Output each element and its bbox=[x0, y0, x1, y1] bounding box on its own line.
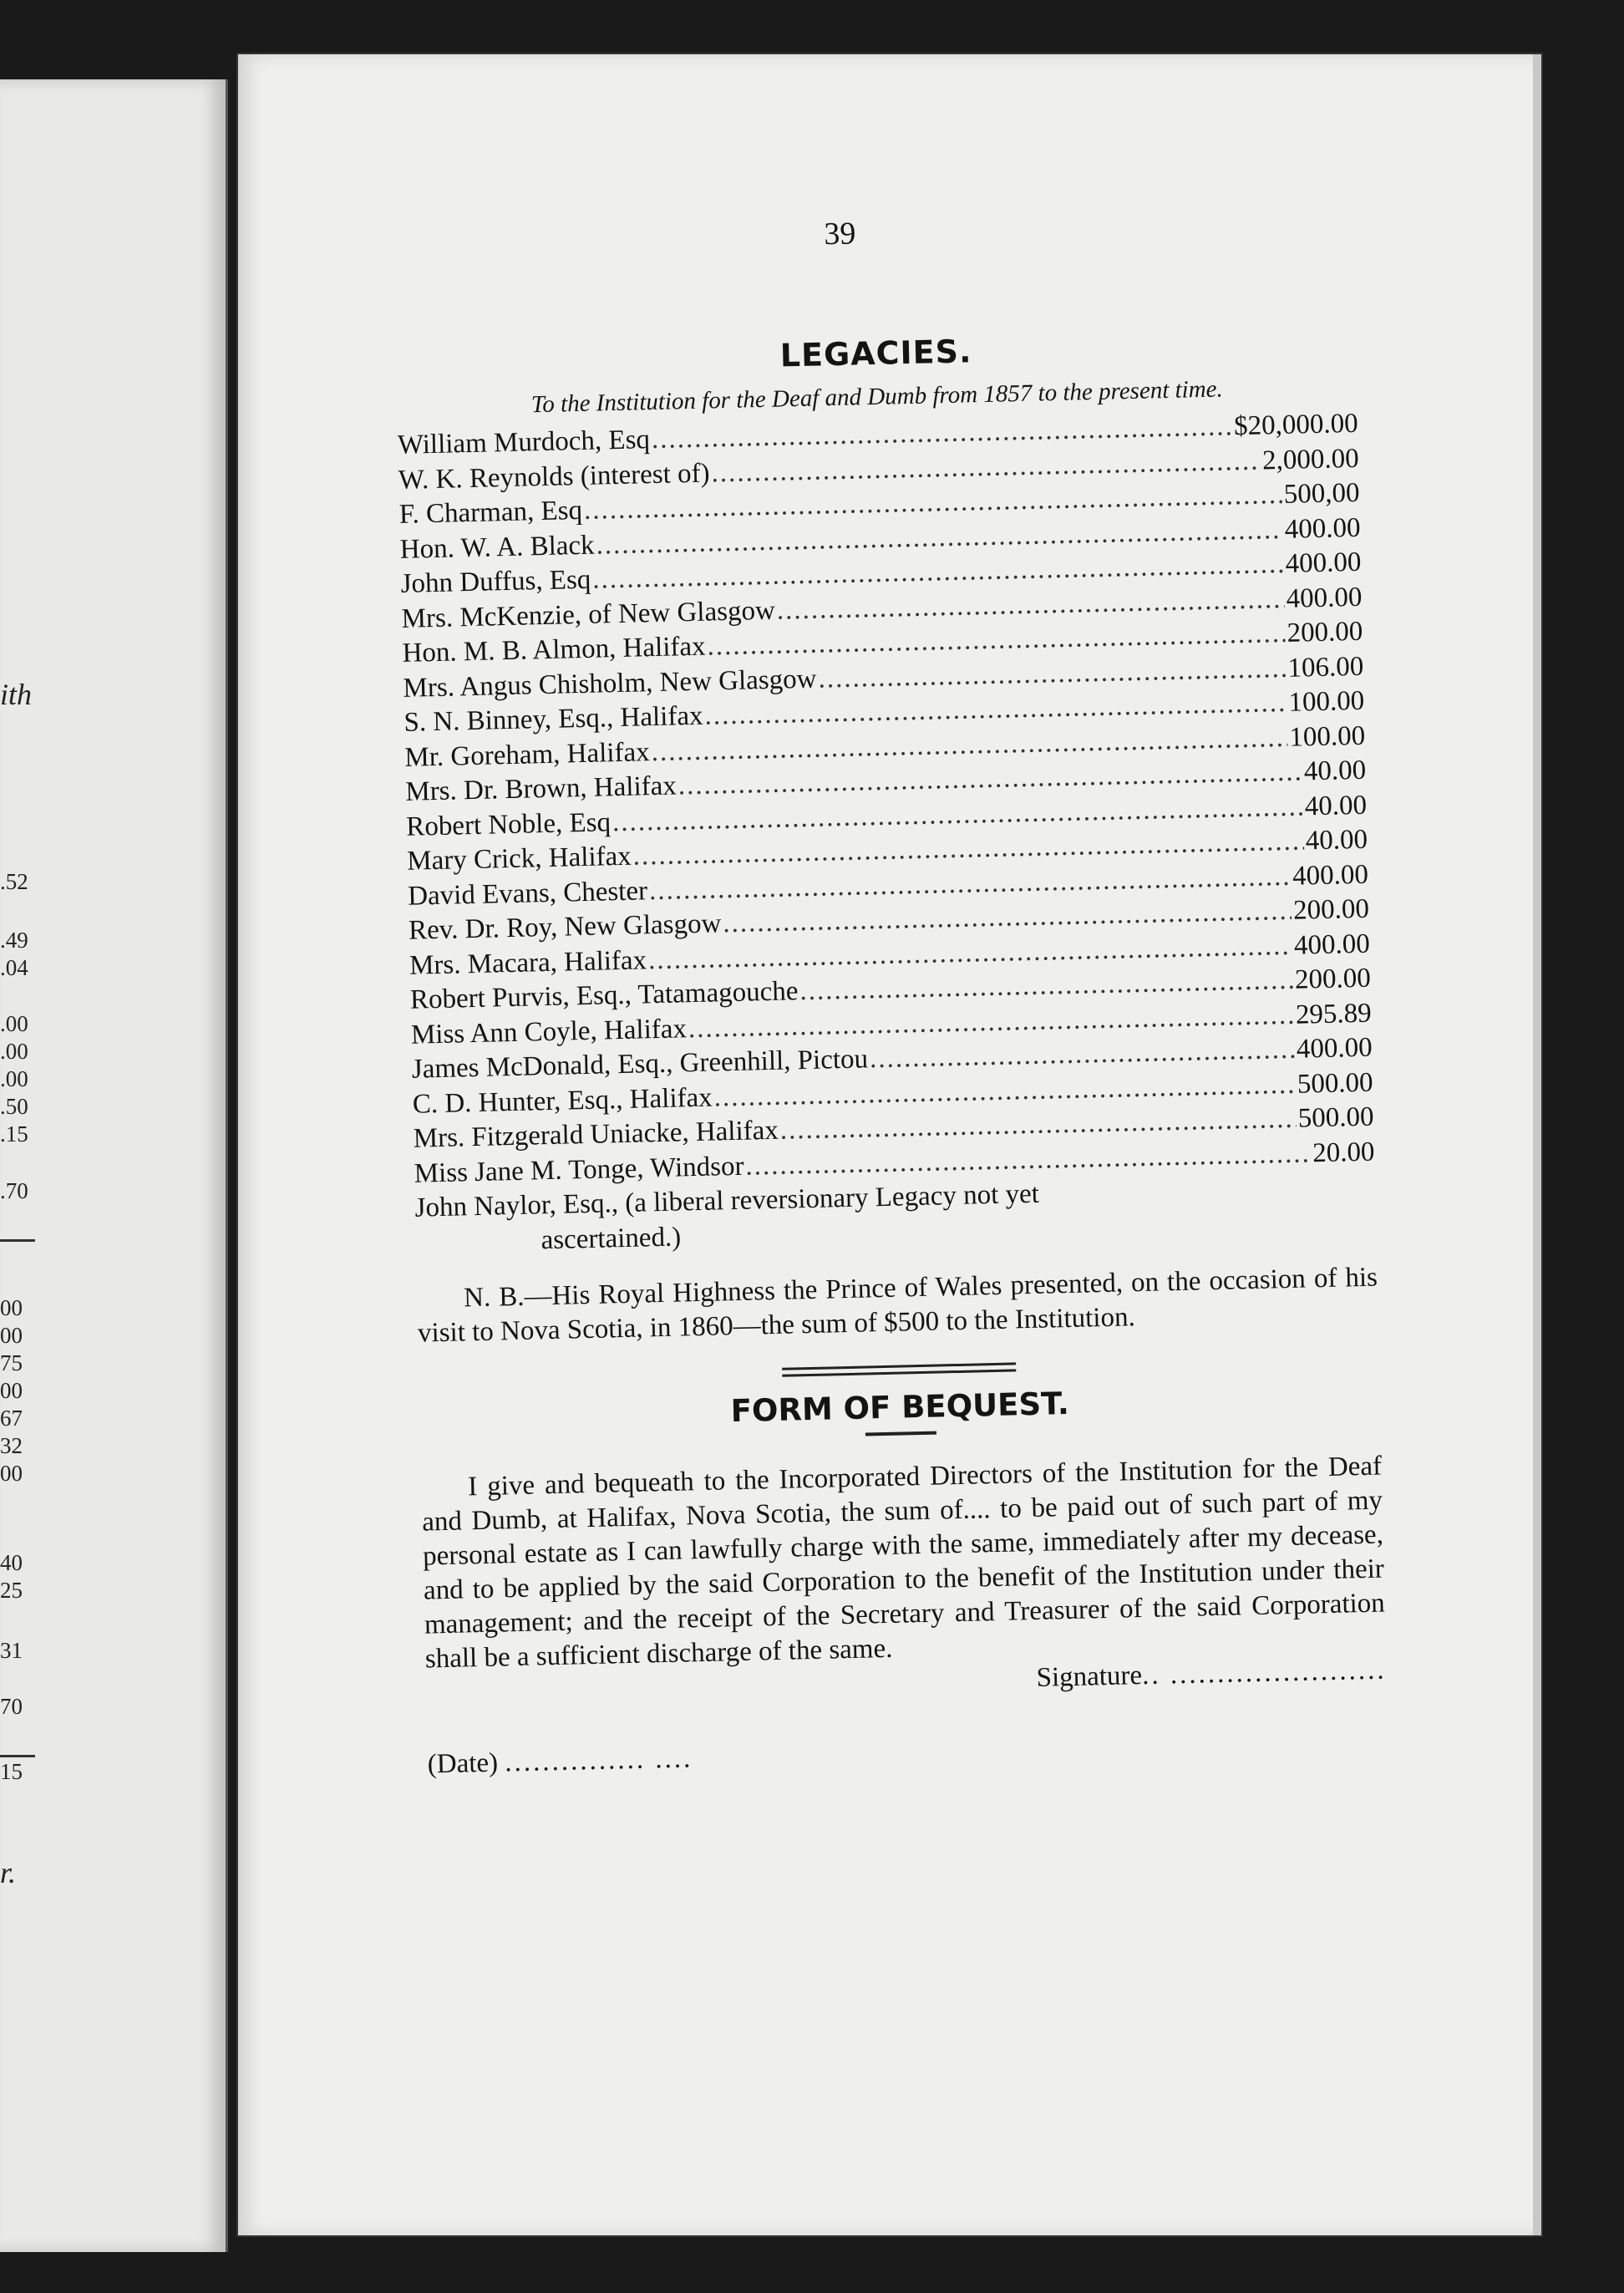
legacies-subtitle: To the Institution for the Deaf and Dumb from 1857 to the present time. bbox=[530, 375, 1224, 419]
left-page-fragment: 40 bbox=[0, 1550, 23, 1575]
legacy-name: W. K. Reynolds (interest of) bbox=[398, 457, 710, 496]
legacy-amount: 106.00 bbox=[1287, 651, 1364, 684]
page-edge bbox=[1533, 54, 1541, 2235]
left-page-fragment: 15 bbox=[0, 1759, 23, 1784]
legacy-amount: 400.00 bbox=[1284, 512, 1361, 545]
legacy-amount: 400.00 bbox=[1286, 582, 1363, 614]
legacy-name: David Evans, Chester bbox=[407, 875, 648, 912]
legacy-name: Mrs. Angus Chisholm, New Glasgow bbox=[403, 663, 817, 704]
legacy-name: Mrs. Fitzgerald Uniacke, Halifax bbox=[413, 1115, 779, 1154]
signature-label: Signature bbox=[1036, 1660, 1143, 1693]
legacies-list bbox=[398, 407, 1375, 1192]
left-page-fragment: .52 bbox=[0, 869, 28, 894]
legacy-amount: 500.00 bbox=[1297, 1101, 1374, 1134]
legacy-amount: 40.00 bbox=[1303, 755, 1367, 787]
left-page-fragment: .49 bbox=[0, 928, 28, 953]
left-page-fragment: 32 bbox=[0, 1433, 23, 1458]
left-page-fragment: .04 bbox=[0, 955, 28, 980]
legacy-amount: 2,000.00 bbox=[1261, 443, 1360, 475]
legacy-amount: 400.00 bbox=[1296, 1032, 1373, 1065]
date-dots: ............... .... bbox=[504, 1743, 693, 1778]
legacy-name: Robert Noble, Esq bbox=[405, 806, 612, 842]
signature-dots: .. ....................... bbox=[1141, 1655, 1387, 1691]
left-page-fragment: .50 bbox=[0, 1094, 28, 1119]
legacy-name: Mr. Goreham, Halifax bbox=[404, 736, 651, 773]
left-page-fragment: 31 bbox=[0, 1638, 23, 1663]
left-page-fragment: .15 bbox=[0, 1121, 28, 1146]
legacy-amount: $20,000.00 bbox=[1233, 408, 1359, 442]
heading-underline bbox=[865, 1431, 936, 1436]
legacy-name: Miss Ann Coyle, Halifax bbox=[410, 1013, 688, 1050]
legacy-amount: 500.00 bbox=[1297, 1067, 1373, 1100]
legacy-amount: 40.00 bbox=[1304, 790, 1368, 821]
legacy-amount: 20.00 bbox=[1312, 1136, 1375, 1168]
legacy-amount: 295.89 bbox=[1295, 998, 1373, 1030]
legacy-name: John Duffus, Esq bbox=[400, 564, 591, 599]
left-page-fragment: 75 bbox=[0, 1350, 23, 1375]
left-page-sliver bbox=[0, 79, 228, 2252]
legacy-name: Hon. M. B. Almon, Halifax bbox=[402, 631, 706, 669]
legacy-amount: 100.00 bbox=[1289, 720, 1366, 753]
legacy-name: James McDonald, Esq., Greenhill, Pictou bbox=[411, 1044, 869, 1085]
legacy-continuation-text: ascertained.) bbox=[540, 1221, 682, 1255]
date-label: (Date) bbox=[427, 1747, 499, 1780]
legacy-name: C. D. Hunter, Esq., Halifax bbox=[412, 1082, 713, 1120]
legacy-amount: 100.00 bbox=[1288, 685, 1365, 718]
legacy-name: S. N. Binney, Esq., Halifax bbox=[403, 700, 703, 738]
legacy-name: Miss Jane M. Tonge, Windsor bbox=[414, 1151, 744, 1189]
legacy-name: Mrs. McKenzie, of New Glasgow bbox=[401, 595, 776, 634]
bequest-heading: FORM OF BEQUEST. bbox=[730, 1385, 1070, 1430]
legacy-name: F. Charman, Esq bbox=[398, 495, 583, 530]
legacy-name: Rev. Dr. Roy, New Glasgow bbox=[408, 908, 722, 946]
left-page-fragment: 00 bbox=[0, 1461, 23, 1486]
legacy-amount: 200.00 bbox=[1287, 616, 1363, 648]
left-page-fragment: r. bbox=[0, 1856, 17, 1889]
left-page-fragment: 70 bbox=[0, 1694, 23, 1719]
section-divider bbox=[782, 1362, 1016, 1376]
legacy-name: Mary Crick, Halifax bbox=[406, 841, 632, 877]
page-content bbox=[393, 204, 1388, 1781]
left-page-rule bbox=[0, 1239, 35, 1242]
legacy-amount: 400.00 bbox=[1293, 928, 1371, 961]
left-page-fragment: .70 bbox=[0, 1178, 28, 1203]
legacy-amount: 500,00 bbox=[1283, 477, 1360, 510]
legacy-amount: 200.00 bbox=[1292, 893, 1370, 926]
left-page-fragment: .00 bbox=[0, 1066, 28, 1091]
left-page-fragment: .00 bbox=[0, 1011, 28, 1036]
legacy-name: Mrs. Macara, Halifax bbox=[409, 944, 647, 981]
left-page-fragment: ith bbox=[0, 678, 33, 711]
left-page-rule bbox=[0, 1755, 35, 1757]
legacy-name: Mrs. Dr. Brown, Halifax bbox=[404, 770, 678, 807]
legacy-name: William Murdoch, Esq bbox=[397, 425, 651, 460]
legacy-name: Hon. W. A. Black bbox=[399, 530, 595, 565]
left-page-fragment: 67 bbox=[0, 1406, 23, 1431]
legacy-name: John Naylor, Esq., (a liberal reversionary Legacy not yet bbox=[414, 1178, 1040, 1223]
left-page-fragment: 25 bbox=[0, 1578, 23, 1603]
legacy-amount: 40.00 bbox=[1305, 824, 1368, 857]
legacy-amount: 400.00 bbox=[1285, 547, 1362, 579]
left-page-fragment: 00 bbox=[0, 1295, 23, 1320]
legacies-heading: LEGACIES. bbox=[779, 333, 972, 374]
nota-bene-paragraph: N. B.—His Royal Highness the Prince of Wales presented, on the occasion of his visit to Nova Scotia, in 1860—the sum of $500 to the Institution. bbox=[417, 1262, 1378, 1349]
legacy-amount: 200.00 bbox=[1294, 963, 1372, 995]
legacy-name: Robert Purvis, Esq., Tatamagouche bbox=[409, 976, 799, 1015]
left-page-fragment: .00 bbox=[0, 1039, 28, 1064]
left-page-fragment: 00 bbox=[0, 1378, 23, 1403]
left-page-fragment: 00 bbox=[0, 1323, 23, 1348]
legacy-amount: 400.00 bbox=[1292, 859, 1369, 892]
page-number: 39 bbox=[823, 216, 856, 252]
bequest-paragraph: I give and bequeath to the Incorporated Directors of the Institution for the Deaf and Dumb, at Halifax, Nova Scotia, the sum of.... to be paid out of such part of my personal estate as I can lawfully charge with the same, immediately after my decease, and to be applied by the said Corporation to the benefit of the Institution under their management; and the receipt of the Secretary and Treasurer of the said Corporation shall be a sufficient discharge of the same. bbox=[421, 1451, 1386, 1675]
